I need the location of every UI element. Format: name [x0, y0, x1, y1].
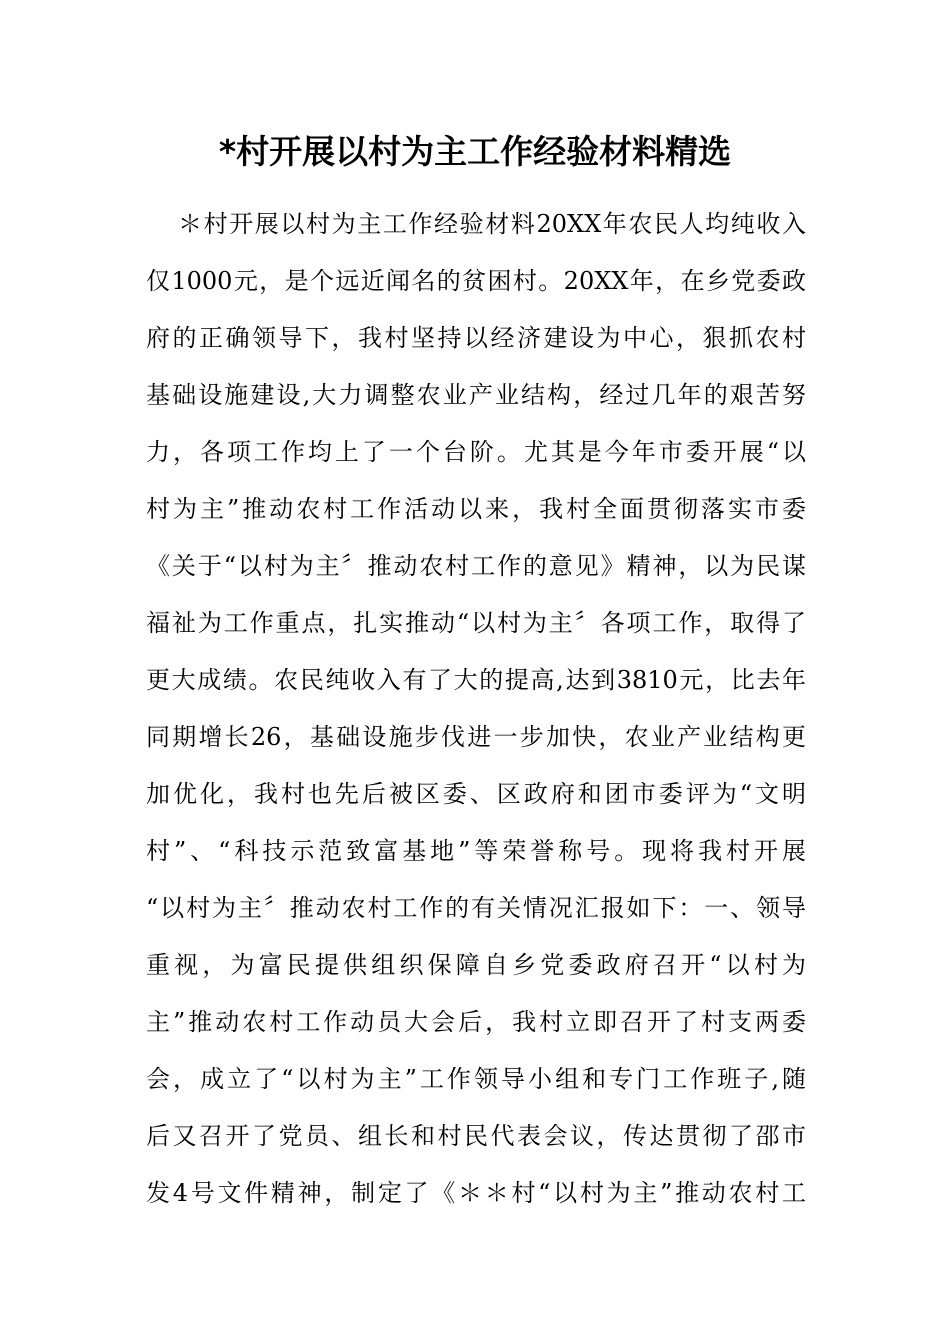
body-line: 村为主”推动农村工作活动以来，我村全面贯彻落实市委: [146, 495, 806, 523]
body-line: 力，各项工作均上了一个台阶。尤其是今年市委开展“以: [146, 438, 806, 466]
body-line: 仅1000元，是个远近闻名的贫困村。20XX年，在乡党委政: [146, 267, 806, 295]
body-line: 会，成立了“以村为主”工作领导小组和专门工作班子,随: [146, 1065, 806, 1093]
body-line: 更大成绩。农民纯收入有了大的提高,达到3810元，比去年: [146, 666, 806, 694]
body-line: 基础设施建设,大力调整农业产业结构，经过几年的艰苦努: [146, 381, 806, 409]
body-line: “以村为主〞推动农村工作的有关情况汇报如下：一、领导: [146, 894, 806, 922]
body-line: 福祉为工作重点，扎实推动“以村为主〞各项工作，取得了: [146, 609, 806, 637]
body-line: 同期增长26，基础设施步伐进一步加快，农业产业结构更: [146, 723, 806, 751]
body-line: 主”推动农村工作动员大会后，我村立即召开了村支两委: [146, 1008, 806, 1036]
body-line: ＊村开展以村为主工作经验材料20XX年农民人均纯收入: [178, 210, 806, 238]
document-body: [146, 196, 806, 1222]
body-line: 后又召开了党员、组长和村民代表会议，传达贯彻了邵市: [146, 1122, 806, 1150]
body-line: 《关于“以村为主〞推动农村工作的意见》精神，以为民谋: [146, 552, 806, 580]
body-line: 村”、“科技示范致富基地”等荣誉称号。现将我村开展: [146, 837, 806, 865]
document-title: *村开展以村为主工作经验材料精选: [218, 132, 732, 171]
body-line: 府的正确领导下，我村坚持以经济建设为中心，狠抓农村: [146, 324, 806, 352]
body-line: 加优化，我村也先后被区委、区政府和团市委评为“文明: [146, 780, 806, 808]
body-line: 发4号文件精神，制定了《＊＊村“以村为主”推动农村工: [146, 1179, 806, 1207]
body-line: 重视，为富民提供组织保障自乡党委政府召开“以村为: [146, 951, 806, 979]
